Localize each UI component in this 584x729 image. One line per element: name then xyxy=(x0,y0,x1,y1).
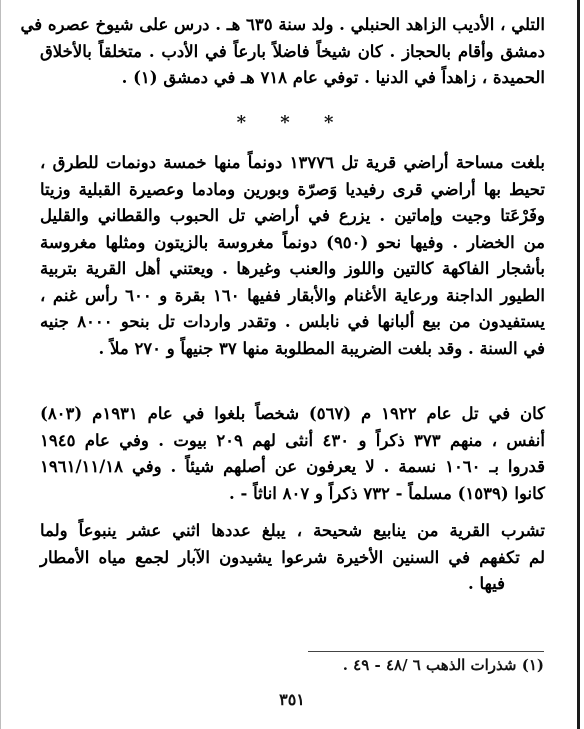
text-line: الطيور الداجنة ورعاية الأغنام والأبقار ففيها ١٦٠ بقرة و ٦٠٠ رأس غنم ، xyxy=(40,285,546,305)
paragraph-water xyxy=(40,518,545,598)
paragraph-biography xyxy=(20,12,545,92)
section-separator: * * * xyxy=(236,112,348,133)
text-line: تحيط بها أراضي قرى رفيديا وَصرّة وبورين ومادما وعصيرة القبلية وزيتا xyxy=(40,179,545,199)
text-line: الحميدة ، زاهداً في الدنيا . توفي عام ٧١٨ هـ في دمشق (١) . xyxy=(121,68,545,87)
text-line: تشرب القرية من ينابيع شحيحة ، يبلغ عددها اثني عشر ينبوعاً ولما xyxy=(40,521,545,540)
footnote: (١) شذرات الذهب ٦ /٤٨ - ٤٩ . xyxy=(342,656,544,674)
text-line: التلي ، الأديب الزاهد الحنبلي . ولد سنة ٦٣٥ هـ . درس على شيوخ عصره في xyxy=(20,15,545,34)
paragraph-population xyxy=(40,401,545,507)
text-line: بأشجار الفاكهة كالتين واللوز والعنب وغيرها . ويعتني أهل القرية بتربية xyxy=(40,259,545,278)
page-number: ٣٥١ xyxy=(279,690,305,709)
text-line: دمشق وأقام بالحجاز . كان شيخاً فاضلاً بارعاً في الأدب . متخلقاً بالأخلاق xyxy=(40,41,545,61)
text-line: في السنة . وقد بلغت الضريبة المطلوبة منها ٣٧ جنيهاً و ٢٧٠ ملاً . xyxy=(98,338,545,358)
text-line: أنفس ، منهم ٣٧٣ ذكراً و ٤٣٠ أنثى لهم ٢٠٩ بيوت . وفي عام ١٩٤٥ xyxy=(40,430,545,450)
text-line: قدروا بـ ١٠٦٠ نسمة . لا يعرفون عن أصلهم شيئاً . وفي ١٩٦١/١١/١٨ xyxy=(40,457,545,476)
text-line: من الخضار . وفيها نحو (٩٥٠) دونماً مغروسة بالزيتون ومثلها مغروسة xyxy=(40,232,545,252)
text-line: يستفيدون من بيع ألبانها في نابلس . وتقدر واردات تل بنحو ٨٠٠٠ جنيه xyxy=(40,312,545,331)
text-line: كان في تل عام ١٩٢٢ م (٥٦٧) شخصاً بلغوا في عام ١٩٣١م (٨٠٣) xyxy=(40,404,545,423)
text-line: فيها . xyxy=(468,574,505,593)
text-line: كانوا (١٥٣٩) مسلماً - ٧٣٢ ذكراً و ٨٠٧ اناثاً - . xyxy=(228,483,545,503)
text-line: بلغت مساحة أراضي قرية تل ١٣٧٧٦ دونماً منها خمسة دونمات للطرق ، xyxy=(40,153,545,172)
text-line: وفَرْعَتا وجيت وإماتين . يزرع في أراضي تل الحبوب والقطاني والقليل xyxy=(40,206,545,225)
text-line: لم تكفهم في السنين الأخيرة شرعوا يشيدون الآبار لجمع مياه الأمطار xyxy=(40,547,545,567)
paragraph-land xyxy=(40,150,545,362)
footnote-divider xyxy=(308,651,544,652)
